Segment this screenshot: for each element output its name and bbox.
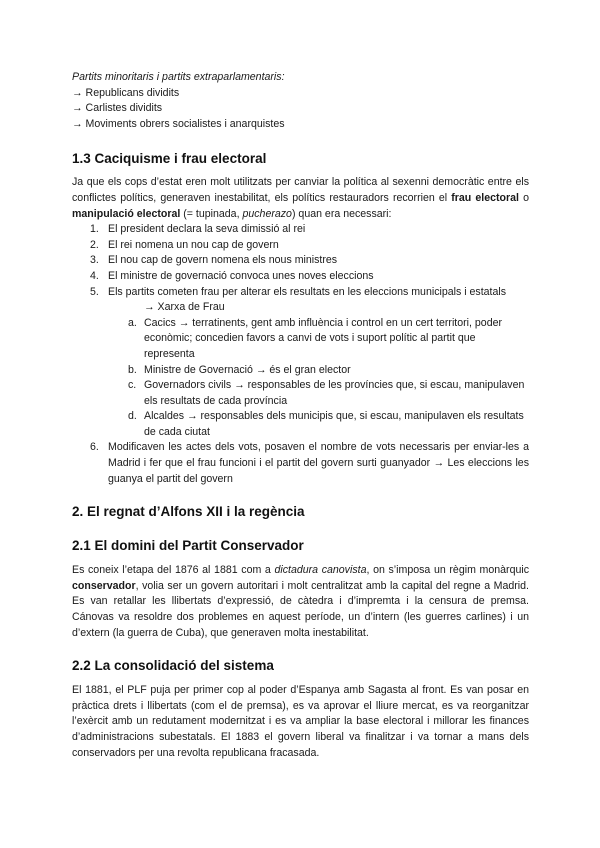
sub-list-letter: a. (128, 316, 137, 329)
heading-1-3: 1.3 Caciquisme i frau electoral (72, 151, 267, 167)
list-number: 2. (90, 238, 99, 251)
para-italic-dictadura: dictadura canovista (274, 564, 367, 577)
para-text: Es coneix l’etapa del 1876 al 1881 com a (72, 564, 275, 577)
list-text: Els partits cometen frau per alterar els resultats en les eleccions municipals i estatals (108, 285, 507, 298)
list-text: El rei nomena un nou cap de govern (108, 238, 279, 251)
para-italic-pucherazo: pucherazo (242, 207, 292, 220)
intro-line-republicans: → Republicans dividits (72, 86, 180, 99)
xarxa-de-frau-label: → Xarxa de Frau (144, 301, 225, 314)
sub-list-text: Ministre de Governació → és el gran elector (144, 363, 351, 376)
para-text: (= tupinada, (180, 207, 243, 220)
list-item (72, 253, 529, 269)
frau-steps-list (72, 222, 529, 316)
sub-list-letter: b. (128, 363, 137, 376)
intro-line-moviments: → Moviments obrers socialistes i anarquistes (72, 117, 285, 130)
heading-2-2: 2.2 La consolidació del sistema (72, 658, 274, 674)
heading-2-1: 2.1 El domini del Partit Conservador (72, 538, 304, 554)
list-item (72, 440, 529, 487)
sub-list-text: Governadors civils → responsables de les províncies que, si escau, manipulaven els resultats de cada província (144, 379, 525, 407)
para-text: ) quan era necessari: (291, 207, 392, 220)
list-text: El ministre de governació convoca unes noves eleccions (108, 269, 374, 282)
xarxa-sub-list (72, 316, 529, 441)
heading-2: 2. El regnat d’Alfons XII i la regència (72, 504, 305, 520)
list-number: 6. (90, 441, 99, 454)
list-text: El nou cap de govern nomena els nous ministres (108, 254, 338, 267)
list-item (72, 222, 529, 238)
sub-list-letter: c. (128, 379, 137, 392)
list-number: 3. (90, 254, 99, 267)
domini-conservador-paragraph (72, 563, 529, 641)
intro-block (72, 70, 529, 132)
para-text: , on s’imposa un règim monàrquic (366, 564, 529, 577)
list-item (72, 269, 529, 285)
para-bold-manipulacio: manipulació electoral (72, 207, 181, 220)
list-item (72, 285, 529, 316)
list-item (72, 238, 529, 254)
list-text: Modificaven les actes dels vots, posaven el nombre de vots necessaris per enviar-les a Madrid i fer que el frau funcioni i el partit del govern surti guanyador → Les eleccions les guanya el partit del govern (108, 441, 529, 485)
list-text: El president declara la seva dimissió al rei (108, 223, 306, 236)
sub-list-letter: d. (128, 410, 137, 423)
sub-list-item (72, 316, 529, 363)
sub-list-item (72, 363, 529, 379)
intro-line-carlistes: → Carlistes dividits (72, 102, 163, 115)
sub-list-text: Cacics → terratinents, gent amb influència i control en un cert territori, poder econòmic; concedien favors a canvi de vots i suport polític al partit que representa (144, 316, 502, 360)
para-text: o (518, 191, 529, 204)
para-bold-conservador: conservador (72, 579, 136, 592)
frau-steps-list-continued (72, 440, 529, 487)
sub-list-item (72, 409, 529, 440)
caciquisme-paragraph (72, 175, 529, 222)
list-number: 4. (90, 269, 99, 282)
sub-list-item (72, 378, 529, 409)
document-page (72, 70, 529, 761)
consolidacio-paragraph: El 1881, el PLF puja per primer cop al poder d’Espanya amb Sagasta al front. Es van posar en pràctica drets i llibertats (com el de premsa), es va aprovar el lliure mercat, es va reorganitzar l’exèrcit amb un redutament modernitzat i es va ampliar la base electoral i millorar les finances d’administracions subestatals. El 1883 el govern liberal va finalitzar i va tornar a mans dels conservadors per una revolta republicana fracasada. (72, 684, 529, 759)
list-number: 1. (90, 223, 99, 236)
para-bold-frau: frau electoral (451, 191, 519, 204)
list-number: 5. (90, 285, 99, 298)
intro-title: Partits minoritaris i partits extraparlamentaris: (72, 71, 285, 83)
sub-list-text: Alcaldes → responsables dels municipis que, si escau, manipulaven els resultats de cada ciutat (144, 410, 524, 438)
para-text: Ja que els cops d’estat eren molt utilitzats per canviar la política al sexenni democràtic entre els conflictes polítics, generaven inestabilitat, els polítics restauradors recorrien el (72, 176, 529, 204)
para-text: , volia ser un govern autoritari i molt centralitzat amb la capital del regne a Madrid. Es van retallar les llibertats d’expressió, de càtedra i d’impremta i la censura de premsa. Cánovas va resoldre dos problemes en aquest període, un d’intern (les guerres carlines) i un d’extern (la guerra de Cuba), que generaven molta inestabilitat. (72, 579, 529, 639)
